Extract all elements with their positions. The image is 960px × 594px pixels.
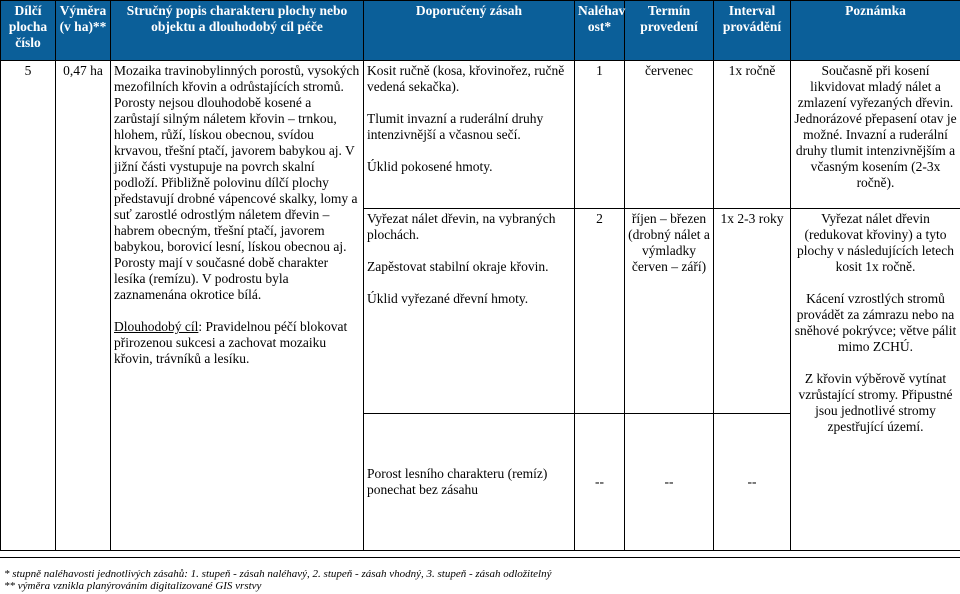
header-plot-no: Dílčí plocha číslo bbox=[1, 1, 56, 61]
footnote-urgency: * stupně naléhavosti jednotlivých zásahů: 1. stupeň - zásah naléhavý, 2. stupeň - zásah vhodný, 3. stupeň - zásah odložitelný bbox=[4, 568, 552, 580]
header-interval: Interval provádění bbox=[714, 1, 791, 61]
intervention-item: Vyřezat nálet dřevin, na vybraných plochách. bbox=[367, 211, 556, 242]
term-cell: -- bbox=[625, 414, 714, 551]
note-cell bbox=[791, 209, 960, 551]
goal-text: : Pravidelnou péčí blokovat přirozenou sukcesi a zachovat mozaiku křovin, trávníků a lesíku. bbox=[114, 319, 348, 366]
header-description: Stručný popis charakteru plochy nebo objektu a dlouhodobý cíl péče bbox=[111, 1, 364, 61]
note-item: Z křovin výběrově vytínat vzrůstající stromy. Připustné jsou jednotlivé stromy zpestřující území. bbox=[798, 371, 953, 434]
header-row bbox=[1, 1, 960, 61]
area-cell: 0,47 ha bbox=[56, 61, 111, 551]
header-urgency: Naléhav ost* bbox=[575, 1, 625, 61]
table-row bbox=[1, 61, 960, 209]
urgency-cell: 2 bbox=[575, 209, 625, 414]
footnotes bbox=[4, 568, 954, 592]
header-term: Termín provedení bbox=[625, 1, 714, 61]
intervention-item: Porost lesního charakteru (remíz) ponechat bez zásahu bbox=[367, 466, 548, 497]
footnote-divider bbox=[0, 557, 960, 558]
header-area: Výměra (v ha)** bbox=[56, 1, 111, 61]
header-note: Poznámka bbox=[791, 1, 960, 61]
intervention-item: Kosit ručně (kosa, křovinořez, ručně vedená sekačka). bbox=[367, 63, 565, 94]
intervention-cell bbox=[364, 61, 575, 209]
term-cell: červenec bbox=[625, 61, 714, 209]
note-cell: Současně při kosení likvidovat mladý nálet a zmlazení vyřezaných dřevin. Jednorázové přepasení otav je možné. Invazní a ruderální druhy tlumit intenzivnějším a včasným kosením (2-3x ročně). bbox=[791, 61, 960, 209]
intervention-item: Zapěstovat stabilní okraje křovin. bbox=[367, 259, 549, 274]
header-intervention: Doporučený zásah bbox=[364, 1, 575, 61]
description-cell bbox=[111, 61, 364, 551]
interval-cell: -- bbox=[714, 414, 791, 551]
goal-label: Dlouhodobý cíl bbox=[114, 319, 199, 334]
urgency-cell: 1 bbox=[575, 61, 625, 209]
long-term-goal bbox=[114, 319, 360, 367]
note-item: Kácení vzrostlých stromů provádět za zámrazu nebo na sněhové pokrývce; větve pálit mimo ZCHÚ. bbox=[794, 291, 957, 354]
urgency-cell: -- bbox=[575, 414, 625, 551]
intervention-cell bbox=[364, 414, 575, 551]
note-item: Vyřezat nálet dřevin (redukovat křoviny) a tyto plochy v následujících letech kosit 1x ročně. bbox=[796, 211, 955, 274]
intervention-cell bbox=[364, 209, 575, 414]
interval-cell: 1x 2-3 roky bbox=[714, 209, 791, 414]
term-cell: říjen – březen (drobný nálet a výmladky červen – září) bbox=[625, 209, 714, 414]
intervention-item: Tlumit invazní a ruderální druhy intenzivnější a včasnou sečí. bbox=[367, 111, 544, 142]
interval-cell: 1x ročně bbox=[714, 61, 791, 209]
intervention-item: Úklid pokosené hmoty. bbox=[367, 159, 493, 174]
footnote-area: ** výměra vznikla planýrováním digitalizované GIS vrstvy bbox=[4, 580, 262, 592]
plot-number-cell: 5 bbox=[1, 61, 56, 551]
description-text: Mozaika travinobylinných porostů, vysokých mezofilních křovin a odrůstajících stromů. Porosty nejsou dlouhodobě kosené a zarůstají silným náletem křovin – trnkou, hlohem, růží, lískou obecnou, svídou krvavou, třešní ptačí, javorem babykou aj. V jižní části vystupuje na povrch skalní podloží. Přibližně polovinu dílčí plochy představují drobné vápencové skalky, lomy a suť zarostlé odrostlým náletem dřevin – habrem obecným, třešní ptačí, javorem babykou, borovicí lesní, lískou obecnou aj. Porosty mají v současné době charakter lesíka (remízu). V podrostu byla zaznamenána okrotice bílá. bbox=[114, 63, 360, 302]
intervention-item: Úklid vyřezané dřevní hmoty. bbox=[367, 291, 529, 306]
